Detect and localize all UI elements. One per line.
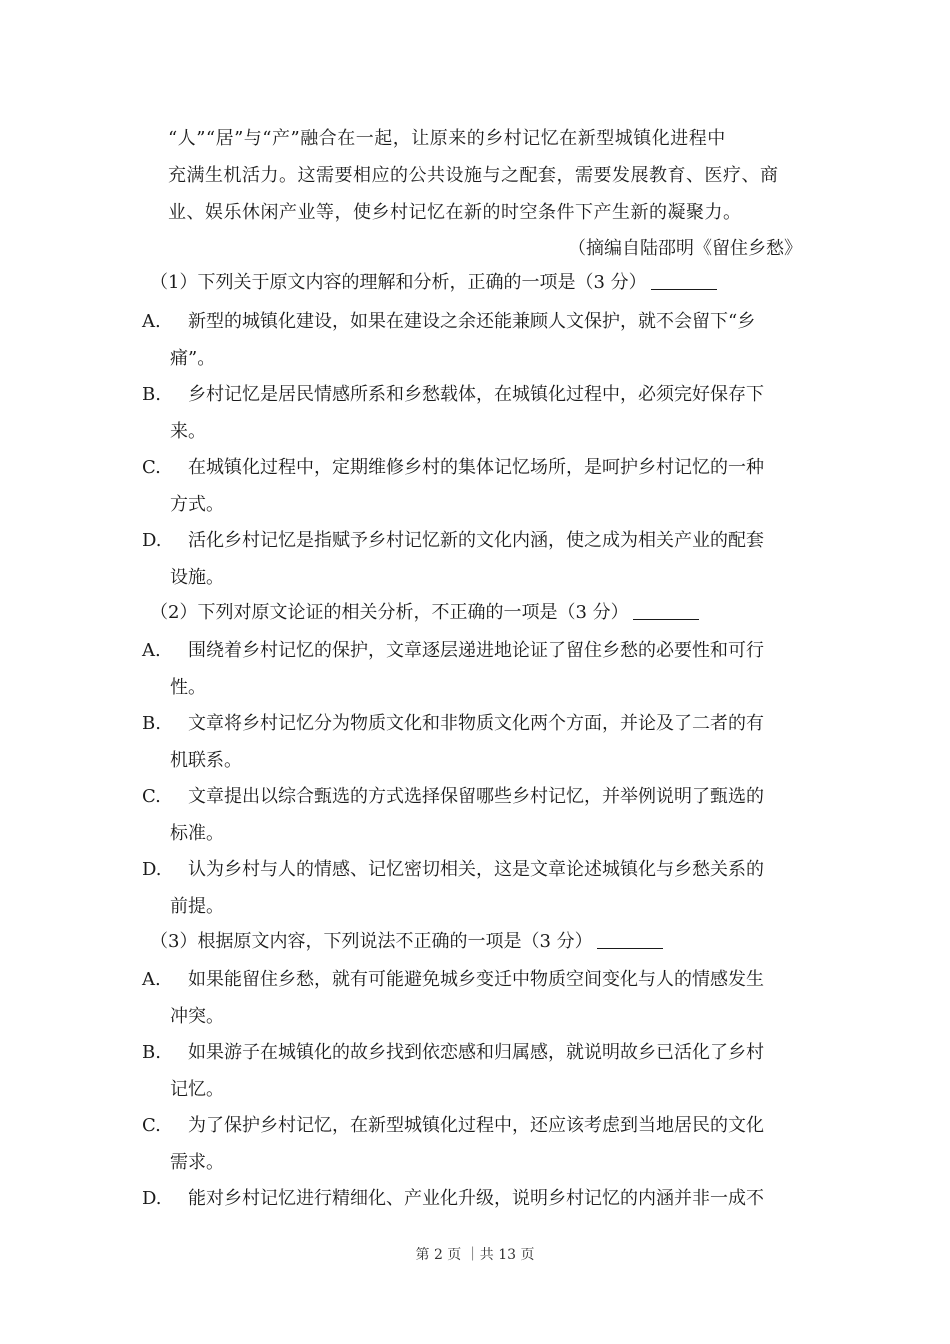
option-text-continued: 标准。 xyxy=(170,823,224,844)
option-letter: A. xyxy=(142,969,161,990)
question-stem-text: （2）下列对原文论证的相关分析，不正确的一项是（3 分） xyxy=(150,602,629,623)
option-letter: B. xyxy=(142,1042,161,1063)
question-stem-text: （3）根据原文内容，下列说法不正确的一项是（3 分） xyxy=(150,931,593,952)
option-text: 为了保护乡村记忆，在新型城镇化过程中，还应该考虑到当地居民的文化 xyxy=(188,1115,764,1136)
question-stem-text: （1）下列关于原文内容的理解和分析，正确的一项是（3 分） xyxy=(150,272,647,293)
passage-line: 业、娱乐休闲产业等，使乡村记忆在新的时空条件下产生新的凝聚力。 xyxy=(168,202,742,223)
option-letter: C. xyxy=(142,786,161,807)
passage-paragraph xyxy=(168,120,808,231)
option-text-continued: 机联系。 xyxy=(170,750,242,771)
option-text-continued: 方式。 xyxy=(170,494,224,515)
option-letter: D. xyxy=(142,859,162,880)
passage-source: （摘编自陆邵明《留住乡愁》 xyxy=(568,238,802,259)
passage-line: 充满生机活力。这需要相应的公共设施与之配套，需要发展教育、医疗、商 xyxy=(168,165,779,186)
option-text-continued: 冲突。 xyxy=(170,1006,224,1027)
page-footer: 第 2 页 ｜共 13 页 xyxy=(415,1247,535,1263)
option-letter: C. xyxy=(142,457,161,478)
question-stem xyxy=(150,268,717,298)
option-text: 文章将乡村记忆分为物质文化和非物质文化两个方面，并论及了二者的有 xyxy=(188,713,764,734)
option-text: 活化乡村记忆是指赋予乡村记忆新的文化内涵，使之成为相关产业的配套 xyxy=(188,530,764,551)
option-letter: D. xyxy=(142,1188,162,1209)
option-text: 认为乡村与人的情感、记忆密切相关，这是文章论述城镇化与乡愁关系的 xyxy=(188,859,764,880)
option-text-continued: 设施。 xyxy=(170,567,224,588)
option-text: 在城镇化过程中，定期维修乡村的集体记忆场所，是呵护乡村记忆的一种 xyxy=(188,457,764,478)
option-text: 如果游子在城镇化的故乡找到依恋感和归属感，就说明故乡已活化了乡村 xyxy=(188,1042,764,1063)
option-letter: B. xyxy=(142,713,161,734)
answer-blank[interactable] xyxy=(651,271,717,290)
option-text: 如果能留住乡愁，就有可能避免城乡变迁中物质空间变化与人的情感发生 xyxy=(188,969,764,990)
option-letter: A. xyxy=(142,640,161,661)
question-stem xyxy=(150,598,699,628)
option-text: 新型的城镇化建设，如果在建设之余还能兼顾人文保护，就不会留下“乡 xyxy=(188,311,756,332)
option-text: 能对乡村记忆进行精细化、产业化升级，说明乡村记忆的内涵并非一成不 xyxy=(188,1188,764,1209)
answer-blank[interactable] xyxy=(597,930,663,949)
option-text: 乡村记忆是居民情感所系和乡愁载体，在城镇化过程中，必须完好保存下 xyxy=(188,384,764,405)
answer-blank[interactable] xyxy=(633,601,699,620)
option-text: 围绕着乡村记忆的保护，文章逐层递进地论证了留住乡愁的必要性和可行 xyxy=(188,640,764,661)
option-letter: A. xyxy=(142,311,161,332)
option-text-continued: 性。 xyxy=(170,677,206,698)
option-text-continued: 来。 xyxy=(170,421,206,442)
option-text-continued: 痛”。 xyxy=(170,348,216,369)
option-text-continued: 前提。 xyxy=(170,896,224,917)
option-letter: B. xyxy=(142,384,161,405)
option-letter: D. xyxy=(142,530,162,551)
option-text-continued: 记忆。 xyxy=(170,1079,224,1100)
option-text-continued: 需求。 xyxy=(170,1152,224,1173)
question-stem xyxy=(150,927,663,957)
passage-line: “人”“居”与“产”融合在一起，让原来的乡村记忆在新型城镇化进程中 xyxy=(168,128,726,149)
option-text: 文章提出以综合甄选的方式选择保留哪些乡村记忆，并举例说明了甄选的 xyxy=(188,786,764,807)
option-letter: C. xyxy=(142,1115,161,1136)
